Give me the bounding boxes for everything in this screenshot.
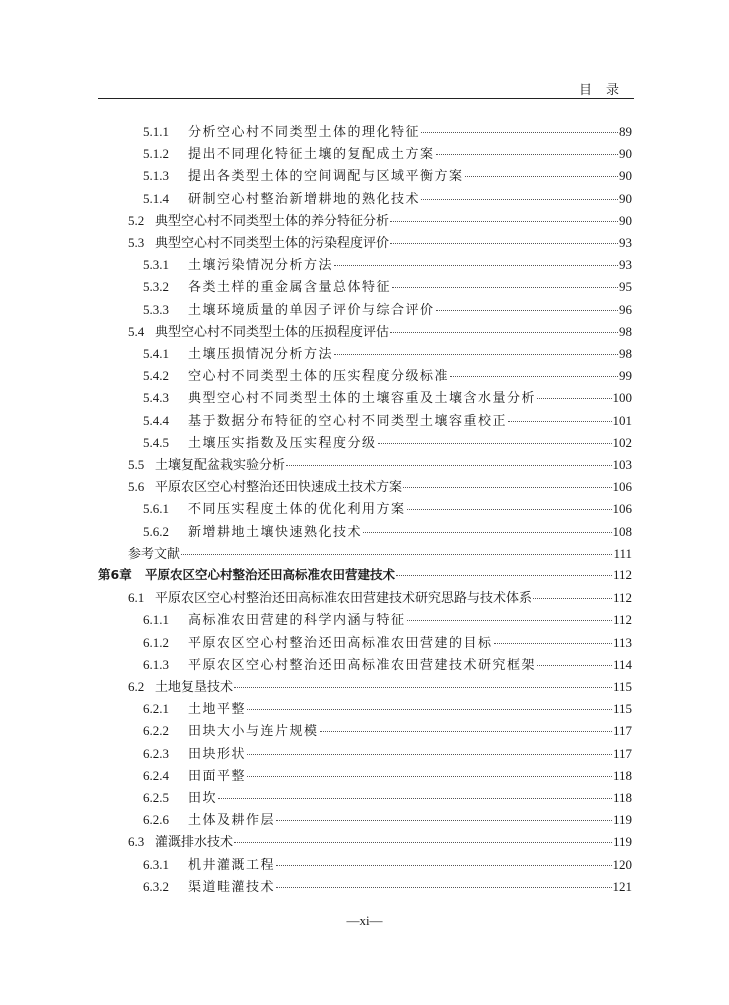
- dot-leader: [234, 842, 612, 843]
- toc-entry-number: 6.1.2: [143, 634, 169, 650]
- page-number: —xi—: [346, 913, 383, 928]
- toc-entry-page: 90: [619, 190, 632, 206]
- dot-leader: [421, 132, 618, 133]
- toc-entry[interactable]: [128, 210, 632, 230]
- toc-entry-number: 5.4.2: [143, 368, 169, 384]
- dot-leader: [533, 598, 612, 599]
- dot-leader: [390, 243, 618, 244]
- toc-entry-title: 土体及耕作层: [188, 812, 276, 828]
- toc-entry-number: 5.3.3: [143, 301, 169, 317]
- toc-entry-page: 99: [619, 368, 632, 384]
- toc-entry-number: 6.2.6: [143, 812, 169, 828]
- toc-entry-number: 6.1.3: [143, 656, 169, 672]
- toc-entry-page: 98: [619, 323, 632, 339]
- dot-leader: [396, 575, 612, 576]
- dot-leader: [494, 643, 612, 644]
- toc-entry[interactable]: [143, 720, 632, 740]
- toc-entry[interactable]: [143, 854, 632, 874]
- toc-entry[interactable]: [143, 276, 632, 296]
- toc-entry-title: 田面平整: [188, 767, 247, 783]
- toc-entry-title: 新增耕地土壤快速熟化技术: [188, 523, 363, 539]
- toc-entry-page: 117: [612, 723, 632, 739]
- toc-entry[interactable]: [128, 831, 632, 851]
- toc-entry-page: 89: [619, 124, 632, 139]
- toc-entry[interactable]: [128, 232, 632, 252]
- dot-leader: [276, 887, 611, 888]
- dot-leader: [392, 287, 618, 288]
- toc-entry[interactable]: [143, 654, 632, 674]
- toc-entry[interactable]: [128, 543, 632, 563]
- toc-entry[interactable]: [143, 343, 632, 363]
- toc-entry[interactable]: [143, 809, 632, 829]
- toc-entry-page: 90: [619, 168, 632, 184]
- toc-entry-title: 田坎: [188, 790, 218, 805]
- toc-entry-title: 平原农区空心村整治还田快速成土技术方案: [155, 479, 403, 495]
- toc-entry-page: 90: [619, 212, 632, 228]
- toc-entry-title: 土地平整: [188, 701, 247, 717]
- toc-entry-number: 5.1.4: [143, 190, 169, 206]
- toc-entry-number: 6.2.3: [143, 745, 169, 761]
- toc-entry[interactable]: [128, 587, 632, 607]
- dot-leader: [218, 798, 612, 799]
- toc-entry-page: 112: [612, 590, 632, 606]
- dot-leader: [407, 509, 612, 510]
- dot-leader: [234, 687, 612, 688]
- dot-leader: [276, 820, 612, 821]
- toc-entry-title: 研制空心村整治新增耕地的熟化技术: [188, 190, 421, 206]
- toc-entry-title: 田块大小与连片规模: [188, 723, 319, 739]
- toc-entry-title: 典型空心村不同类型土体的污染程度评价: [155, 235, 390, 250]
- dot-leader: [334, 354, 618, 355]
- toc-entry-page: 112: [612, 612, 632, 628]
- toc-entry[interactable]: [143, 188, 632, 208]
- dot-leader: [378, 443, 612, 444]
- dot-leader: [436, 154, 618, 155]
- toc-entry[interactable]: [143, 254, 632, 274]
- toc-entry-title: 渠道畦灌技术: [188, 878, 276, 894]
- dot-leader: [403, 487, 611, 488]
- toc-entry-title: 土壤压实指数及压实程度分级: [188, 434, 377, 450]
- dot-leader: [436, 310, 618, 311]
- toc-entry[interactable]: [128, 476, 632, 496]
- toc-entry-page: 119: [612, 834, 632, 850]
- toc-entry-title: 土壤污染情况分析方法: [188, 257, 334, 273]
- toc-entry-number: 第6章: [98, 567, 132, 582]
- toc-entry-title: 提出不同理化特征土壤的复配成土方案: [188, 146, 435, 162]
- toc-entry-title: 土壤复配盆栽实验分析: [155, 457, 286, 472]
- toc-entry-page: 111: [613, 545, 632, 561]
- dot-leader: [450, 376, 618, 377]
- toc-entry-title: 高标准农田营建的科学内涵与特征: [188, 612, 406, 628]
- toc-entry-title: 参考文献: [128, 545, 181, 561]
- toc-entry-number: 5.3: [128, 235, 145, 250]
- toc-entry-number: 5.6.2: [143, 523, 169, 539]
- toc-entry-page: 115: [612, 701, 632, 717]
- toc-entry-title: 提出各类型土体的空间调配与区域平衡方案: [188, 168, 464, 184]
- toc-entry-number: 5.4.4: [143, 412, 169, 428]
- toc-entry-page: 118: [612, 767, 632, 783]
- toc-entry-title: 平原农区空心村整治还田高标准农田营建的目标: [188, 634, 493, 650]
- dot-leader: [537, 665, 612, 666]
- toc-entry[interactable]: [143, 876, 632, 896]
- toc-entry[interactable]: [128, 454, 632, 474]
- toc-entry-page: 101: [612, 412, 632, 428]
- toc-entry-page: 90: [619, 146, 632, 162]
- toc-entry-number: 5.6: [128, 479, 145, 495]
- dot-leader: [276, 865, 611, 866]
- dot-leader: [363, 532, 611, 533]
- dot-leader: [390, 221, 618, 222]
- toc-entry-page: 106: [612, 501, 632, 517]
- toc-entry-number: 5.4.1: [143, 346, 169, 361]
- toc-entry-number: 5.3.1: [143, 257, 169, 273]
- toc-entry[interactable]: [143, 432, 632, 452]
- dot-leader: [537, 398, 611, 399]
- toc-entry-title: 空心村不同类型土体的压实程度分级标准: [188, 368, 450, 384]
- toc-entry-number: 6.1.1: [143, 612, 169, 628]
- toc-entry-number: 5.4: [128, 323, 145, 339]
- toc-entry-title: 土地复垦技术: [155, 679, 234, 694]
- toc-entry-number: 5.2: [128, 212, 145, 228]
- toc-entry-title: 平原农区空心村整治还田高标准农田营建技术研究框架: [188, 656, 537, 672]
- toc-entry-number: 6.2.2: [143, 723, 169, 739]
- toc-entry[interactable]: [143, 365, 632, 385]
- dot-leader: [181, 554, 612, 555]
- toc-entry-page: 120: [612, 856, 632, 872]
- toc-entry-page: 119: [612, 812, 632, 828]
- toc-entry-title: 典型空心村不同类型土体的养分特征分析: [155, 212, 390, 228]
- toc-entry[interactable]: [143, 698, 632, 718]
- toc-entry-page: 96: [619, 301, 632, 317]
- toc-entry-page: 113: [612, 634, 632, 650]
- toc-entry[interactable]: [143, 743, 632, 763]
- toc-entry-number: 5.1.3: [143, 168, 169, 184]
- toc-entry[interactable]: [128, 321, 632, 341]
- toc-entry-number: 5.4.5: [143, 434, 169, 450]
- toc-entry[interactable]: [143, 410, 632, 430]
- toc-entry[interactable]: [143, 299, 632, 319]
- toc-entry-number: 6.1: [128, 590, 145, 606]
- toc-entry-page: 108: [612, 523, 632, 539]
- running-header: 目录: [578, 82, 633, 97]
- dot-leader: [334, 265, 618, 266]
- toc-entry[interactable]: [143, 765, 632, 785]
- toc-entry-title: 灌溉排水技术: [155, 834, 234, 850]
- toc-entry-number: 6.2: [128, 679, 145, 694]
- toc-entry-number: 6.3.2: [143, 878, 169, 894]
- toc-entry-page: 114: [612, 656, 632, 672]
- dot-leader: [247, 709, 612, 710]
- toc-entry-page: 117: [612, 745, 632, 761]
- dot-leader: [247, 754, 612, 755]
- toc-entry-number: 5.5: [128, 457, 145, 472]
- header-rule: [98, 98, 634, 99]
- toc-entry-title: 基于数据分布特征的空心村不同类型土壤容重校正: [188, 412, 508, 428]
- toc-entry-page: 100: [612, 390, 632, 406]
- toc-entry-number: 6.2.4: [143, 767, 169, 783]
- toc-entry[interactable]: [143, 121, 632, 141]
- dot-leader: [247, 776, 612, 777]
- toc-entry-title: 机井灌溉工程: [188, 856, 276, 872]
- dot-leader: [465, 176, 618, 177]
- toc-entry-page: 118: [612, 790, 632, 805]
- toc-entry[interactable]: [143, 521, 632, 541]
- toc-entry-page: 115: [612, 679, 632, 694]
- toc-entry[interactable]: [143, 143, 632, 163]
- toc-entry[interactable]: [143, 609, 632, 629]
- toc-entry-title: 不同压实程度土体的优化利用方案: [188, 501, 406, 517]
- toc-entry[interactable]: [143, 387, 632, 407]
- dot-leader: [508, 421, 611, 422]
- toc-entry-number: 5.3.2: [143, 279, 169, 295]
- toc-entry-page: 95: [619, 279, 632, 295]
- toc-entry-number: 6.3.1: [143, 856, 169, 872]
- toc-entry[interactable]: [128, 676, 632, 696]
- toc-entry-title: 典型空心村不同类型土体的土壤容重及土壤含水量分析: [188, 390, 537, 406]
- toc-entry-number: 6.2.5: [143, 790, 169, 805]
- toc-entry-page: 103: [612, 457, 632, 472]
- dot-leader: [390, 332, 618, 333]
- toc-entry[interactable]: [143, 787, 632, 807]
- toc-entry-page: 121: [612, 878, 632, 894]
- toc-entry-title: 田块形状: [188, 745, 247, 761]
- toc-entry-title: 平原农区空心村整治还田高标准农田营建技术研究思路与技术体系: [155, 590, 533, 606]
- toc-entry-title: 各类土样的重金属含量总体特征: [188, 279, 392, 295]
- dot-leader: [286, 465, 611, 466]
- toc-entry-page: 112: [612, 567, 632, 582]
- toc-entry-title: 分析空心村不同类型土体的理化特征: [188, 124, 421, 139]
- toc-entry-title: 典型空心村不同类型土体的压损程度评估: [155, 323, 390, 339]
- toc-entry-number: 5.6.1: [143, 501, 169, 517]
- toc-entry[interactable]: [98, 565, 632, 585]
- toc-entry-page: 98: [619, 346, 632, 361]
- toc-entry-page: 106: [612, 479, 632, 495]
- dot-leader: [407, 620, 612, 621]
- toc-entry-number: 6.3: [128, 834, 145, 850]
- toc-entry-page: 102: [612, 434, 632, 450]
- toc-entry-page: 93: [619, 235, 632, 250]
- toc-entry-number: 5.1.2: [143, 146, 169, 162]
- dot-leader: [421, 199, 618, 200]
- toc-entry-title: 土壤压损情况分析方法: [188, 346, 334, 361]
- toc-entry[interactable]: [143, 632, 632, 652]
- toc-entry[interactable]: [143, 165, 632, 185]
- toc-entry-page: 93: [619, 257, 632, 273]
- toc-entry-number: 5.1.1: [143, 124, 169, 139]
- toc-entry-title: 土壤环境质量的单因子评价与综合评价: [188, 301, 435, 317]
- toc-entry[interactable]: [143, 498, 632, 518]
- toc-entry-number: 5.4.3: [143, 390, 169, 406]
- dot-leader: [320, 731, 612, 732]
- toc-entry-number: 6.2.1: [143, 701, 169, 717]
- toc-entry-title: 平原农区空心村整治还田高标准农田营建技术: [145, 567, 396, 582]
